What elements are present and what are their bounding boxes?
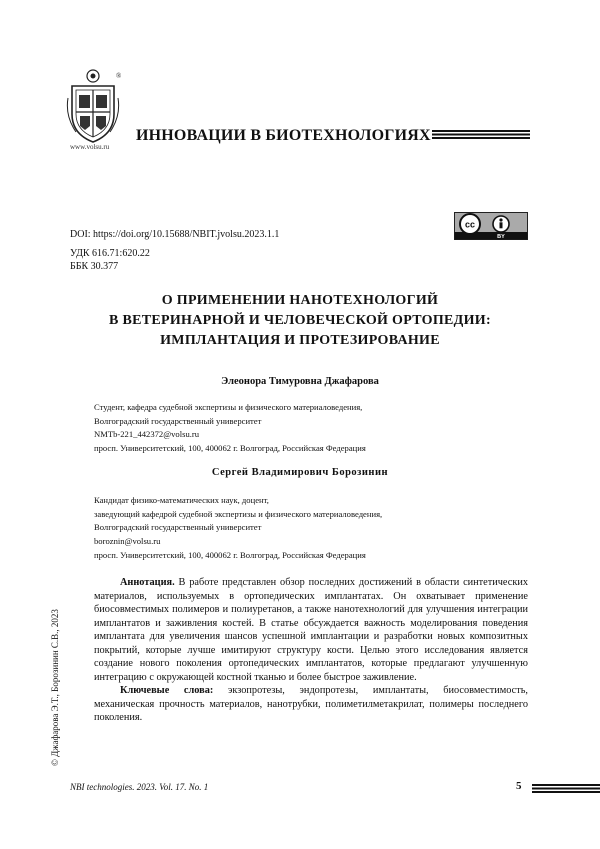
affiliation-line: Волгоградский государственный университет [94,415,262,426]
abstract-label: Аннотация. [120,577,175,588]
affiliation-line: заведующий кафедрой судебной экспертизы и физического материаловедения, [94,508,383,519]
footer-rule [532,784,600,793]
author-name: Элеонора Тимуровна Джафарова [221,376,379,387]
author-affiliation [94,494,382,562]
author-email: NMTb-221_442372@volsu.ru [94,429,200,440]
affiliation-address: просп. Университетский, 100, 400062 г. Волгоград, Российская Федерация [94,549,366,560]
title-line: ИМПЛАНТАЦИЯ И ПРОТЕЗИРОВАНИЕ [160,333,440,348]
author-affiliation [94,401,366,456]
side-copyright: © Джафарова Э.Т., Борозинин С.В., 2023 [50,609,60,766]
license-badge-text: BY [497,234,505,240]
footer-citation: NBI technologies. 2023. Vol. 17. No. 1 [70,782,209,792]
journal-title: ИННОВАЦИИ В БИОТЕХНОЛОГИЯХ [136,127,431,144]
page-number: 5 [516,780,522,792]
author-name: Сергей Владимирович Борозинин [211,467,389,478]
svg-text:®: ® [116,72,122,80]
udc-code: УДК 616.71:620.22 [70,248,150,259]
doi: DOI: https://doi.org/10.15688/NBIT.jvolsu.2023.1.1 [70,229,280,240]
svg-text:cc: cc [464,219,476,230]
abstract-text: В работе представлен обзор последних достижений в области синтетических материалов, используемых в ортопедических имплантатах. Он охватывает применение биосовместимых полимеров и полиуретанов, а также нанотехнологий для улучшения интеграции имплантатов и заживления костей. В статье обсуждается важность моделирования поведения имплантата для увеличения шансов успешной имплантации и разработки новых композитных покрытий, которые лучше имитируют структуру кости. Целью этого исследования является создание нового поколения ортопедических имплантатов, которые предлагают улучшенную интеграцию с окружающей костной тканью и более быстрое заживление. [94,577,528,683]
site-url: www.volsu.ru [70,143,110,151]
title-line: О ПРИМЕНЕНИИ НАНОТЕХНОЛОГИЙ [161,293,439,308]
affiliation-line: Кандидат физико-математических наук, доцент, [94,495,269,505]
affiliation-line: Студент, кафедра судебной экспертизы и физического материаловедения, [94,402,363,412]
creative-commons-icon [454,212,528,240]
affiliation-line: Волгоградский государственный университет [94,522,262,533]
university-emblem-icon [66,68,124,146]
article-title [60,291,540,351]
keywords-label: Ключевые слова: [120,685,214,697]
title-rule [432,130,530,139]
abstract [94,576,528,725]
bbk-code: ББК 30.377 [70,261,119,272]
author-email: boroznin@volsu.ru [94,536,161,547]
keywords-text: экзопротезы, эндопротезы, имплантаты, биосовместимость, механическая прочность материалов, нанотрубки, полиметилметакрилат, полимеры последнего поколения. [94,685,529,724]
title-line: В ВЕТЕРИНАРНОЙ И ЧЕЛОВЕЧЕСКОЙ ОРТОПЕДИИ: [109,313,491,328]
affiliation-address: просп. Университетский, 100, 400062 г. Волгоград, Российская Федерация [94,443,366,454]
